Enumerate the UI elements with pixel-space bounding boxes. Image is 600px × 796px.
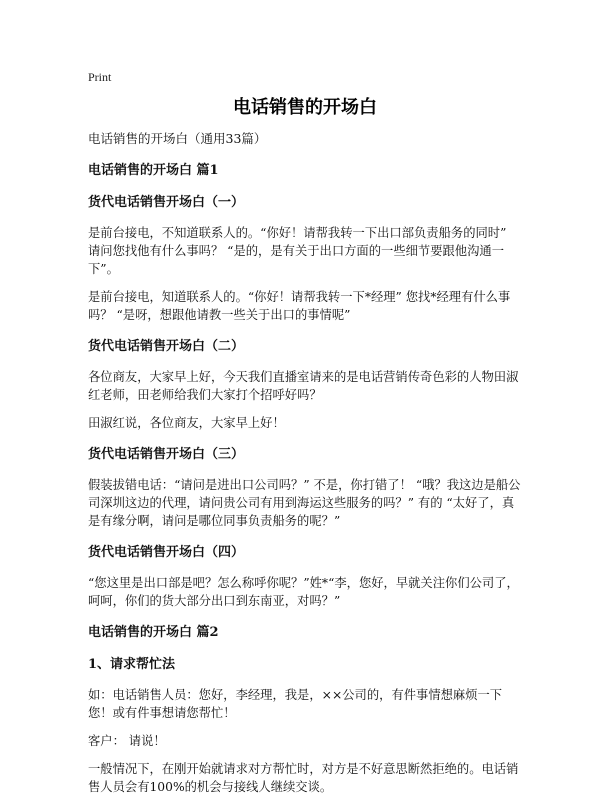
subsection-heading-2-1: 1、请求帮忙法	[88, 657, 176, 672]
paragraph: 假装拔错电话：“请问是进出口公司吗？” 不是，你打错了！ “哦？我这边是船公司深圳这边的代理，请问贵公司有用到海运这些服务的吗？” 有的 “太好了，真是有缘分啊，请问是哪位同事负责船务的呢？”	[88, 478, 521, 528]
paragraph: 客户： 请说！	[88, 734, 166, 748]
document-subtitle: 电话销售的开场白（通用33篇）	[88, 131, 267, 146]
paragraph: 是前台接电，知道联系人的。“你好！请帮我转一下*经理” 您找*经理有什么事吗？ “是呀，想跟他请教一些关于出口的事情呢”	[88, 290, 511, 322]
section-heading-1: 电话销售的开场白 篇1	[88, 163, 219, 178]
subsection-heading-1-3: 货代电话销售开场白（三）	[88, 447, 245, 462]
subsection-heading-1-1: 货代电话销售开场白（一）	[88, 195, 245, 210]
paragraph: 是前台接电，不知道联系人的。“你好！请帮我转一下出口部负责船务的同时” 请问您找他有什么事吗？ “是的，是有关于出口方面的一些细节要跟他沟通一下”。	[88, 226, 507, 276]
section-heading-2: 电话销售的开场白 篇2	[88, 625, 219, 640]
paragraph: 如：电话销售人员：您好，李经理，我是，××公司的，有件事情想麻烦一下您！或有件事想请您帮忙！	[88, 688, 503, 720]
subsection-heading-1-2: 货代电话销售开场白（二）	[88, 339, 245, 354]
paragraph: 一般情况下，在刚开始就请求对方帮忙时，对方是不好意思断然拒绝的。电话销售人员会有100%的机会与接线人继续交谈。	[88, 762, 519, 794]
paragraph: “您这里是出口部是吧？怎么称呼你呢？”姓*“李，您好，早就关注你们公司了，呵呵，你们的货大部分出口到东南亚，对吗？”	[88, 576, 519, 608]
paragraph: 各位商友，大家早上好，今天我们直播室请来的是电话营销传奇色彩的人物田淑红老师，田老师给我们大家打个招呼好吗？	[88, 370, 519, 402]
document-title: 电话销售的开场白	[233, 97, 377, 118]
print-label[interactable]: Print	[88, 70, 112, 84]
paragraph: 田淑红说，各位商友，大家早上好！	[88, 416, 285, 430]
subsection-heading-1-4: 货代电话销售开场白（四）	[88, 545, 245, 560]
